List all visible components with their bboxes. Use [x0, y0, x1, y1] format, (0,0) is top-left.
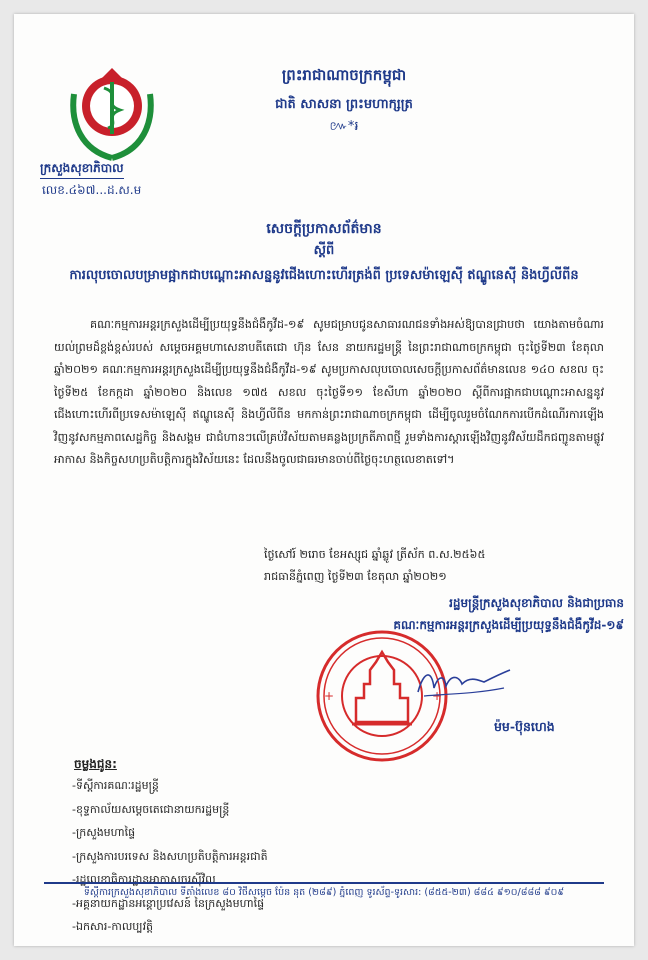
dateline — [264, 544, 614, 588]
footer-divider — [44, 882, 604, 884]
signatory-title-line2: គណៈកម្មការអន្តរក្រសួងដើម្បីប្រយុទ្ធនឹងជំងឺកូវីដ-១៩ — [393, 618, 624, 632]
cc-list-item: -ខុទ្ទកាល័យសម្ដេចតេជោនាយករដ្ឋមន្ត្រី — [72, 802, 230, 816]
cc-list-item: -ទីស្តីការគណៈរដ្ឋមន្ត្រី — [72, 779, 159, 792]
cc-heading: ចម្លងជូន: — [74, 757, 117, 771]
reference-number: លេខ.៤៦៧...ដ.ស.ម — [42, 183, 142, 197]
document-title: សេចក្តីប្រកាសព័ត៌មាន — [266, 221, 382, 237]
cc-list-item: -អគ្គនាយកដ្ឋានអន្តោប្រវេសន៍ នៃក្រសួងមហាផ្ទៃ — [72, 896, 265, 910]
kingdom-heading: ព្រះរាជាណាចក្រកម្ពុជា — [281, 66, 407, 84]
ministry-name: ក្រសួងសុខាភិបាល — [40, 160, 124, 179]
cc-list-item: -ឯកសារ-កាលប្បវត្តិ — [72, 920, 154, 933]
ornament-divider: ៚*៛ — [329, 119, 359, 134]
solar-date: រាជធានីភ្នំពេញ ថ្ងៃទី២៣ ខែតុលា ឆ្នាំ២០២១ — [264, 570, 447, 583]
document-subject-label: ស្តីពី — [313, 243, 335, 258]
signatory-title-line1: រដ្ឋមន្ត្រីក្រសួងសុខាភិបាល និងជាប្រធាន — [449, 596, 624, 610]
national-motto: ជាតិ សាសនា ព្រះមហាក្សត្រ — [275, 97, 413, 112]
footer-address: ទីស្តីការក្រសួងសុខាភិបាល ទីតាំងលេខ ៨០ វិថីសម្ដេច ប៉ែន នុត (២៨៩) ភ្នំពេញ ទូរស័ព្ទ-ទូរសារ: (៨៥៥-២៣) ៨៨៤ ៩១០/៨៨៨ ៩០៩ — [83, 887, 565, 898]
svg-text:+: + — [432, 689, 443, 703]
handwritten-signature-icon — [414, 664, 514, 704]
svg-text:+: + — [324, 689, 335, 703]
cc-list-item: -រដ្ឋលេខាធិការដ្ឋានអាកាសចរស៊ីវិល — [72, 873, 216, 886]
signatory-name: ម៉ម-ប៊ុនហេង — [494, 719, 555, 734]
announcement-body: គណៈកម្មការអន្តរក្រសួងដើម្បីប្រយុទ្ធនឹងជំងឺកូវីដ-១៩ សូមជម្រាបជូនសាធារណជនទាំងអស់ឱ្យបានជ្រាបថា យោងតាមចំណារយល់ព្រមដ៏ខ្ពង់ខ្ពស់របស់ សម្ដេចអគ្គមហាសេនាបតីតេជោ ហ៊ុន សែន នាយករដ្ឋមន្ត្រី នៃព្រះរាជាណាចក្រកម្ពុជា ចុះថ្ងៃទី២៣ ខែតុលា ឆ្នាំ២០២១ គណៈកម្មការអន្តរក្រសួងដើម្បីប្រយុទ្ធនឹងជំងឺកូវីដ-១៩ សូមប្រកាសលុបចោលសេចក្តីប្រកាសព័ត៌មានលេខ ១៤០ សខល ចុះថ្ងៃទី២៥ ខែកក្កដា ឆ្នាំ២០២០ និងលេខ ១៧៥ សខល ចុះថ្ងៃទី១១ ខែសីហា ឆ្នាំ២០២០ ស្តីពីការផ្អាកជាបណ្ដោះអាសន្ននូវជើងហោះហើរពីប្រទេសម៉ាឡេស៊ី ឥណ្ឌូនេស៊ី និងហ្វីលីពីន មកកាន់ព្រះរាជាណាចក្រកម្ពុជា ដើម្បីចូលរួមចំណែកការបើកដំណើរការឡើងវិញនូវសកម្មភាពសេដ្ឋកិច្ច និងសង្គម ជាជំហានៗលើគ្រប់វិស័យតាមគន្លងប្រក្រតីភាពថ្មី រួមទាំងការស្តារឡើងវិញនូវវិស័យដឹកជញ្ជូនតាមផ្លូវអាកាស និងកិច្ចសហប្រតិបត្តិការក្នុងវិស័យនេះ ដែលនឹងចូលជាធរមានចាប់ពីថ្ងៃចុះហត្ថលេខាតទៅ។ — [54, 318, 604, 466]
document-subject: ការលុបចោលបម្រាមផ្អាកជាបណ្ដោះអាសន្ននូវជើងហោះហើរត្រង់ពី ប្រទេសម៉ាឡេស៊ី ឥណ្ឌូនេស៊ី និងហ្វីលីពីន — [69, 268, 579, 283]
cc-list — [72, 774, 268, 939]
lunar-date: ថ្ងៃសៅរ៍ ២រោច ខែអស្សុជ ឆ្នាំឆ្លូវ ត្រីស័ក ព.ស.២៥៦៥ — [264, 548, 486, 561]
document-page — [14, 14, 634, 946]
cc-list-item: -ក្រសួងមហាផ្ទៃ — [72, 826, 136, 839]
cc-list-item: -ក្រសួងការបរទេស និងសហប្រតិបត្តិការអន្តរជាតិ — [72, 849, 268, 863]
ministry-logo-icon — [64, 54, 160, 164]
